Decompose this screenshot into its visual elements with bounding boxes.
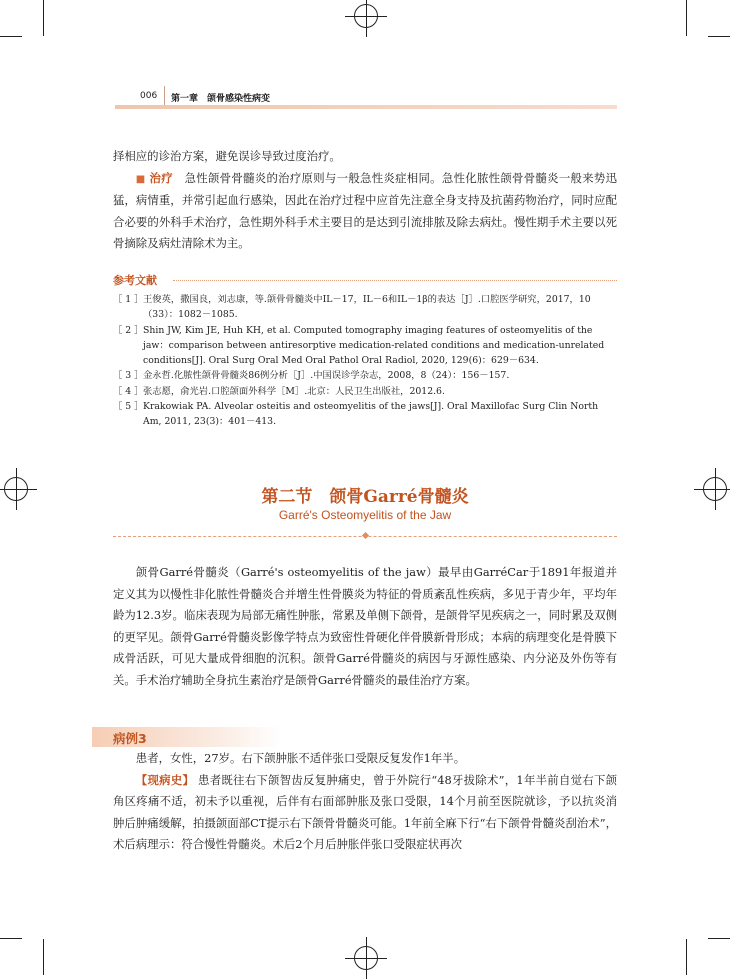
reference-item [113, 399, 617, 430]
reference-item [113, 292, 617, 323]
references-title: 参考文献 [113, 272, 161, 288]
crop-mark [43, 939, 44, 975]
reference-item [113, 384, 617, 399]
crop-mark [43, 0, 44, 36]
case-tag [92, 727, 282, 747]
reference-text: 王俊英，撒国良，刘志康，等.颌骨骨髓炎中IL－17，IL－6和IL－1β的表达［J］.口腔医学研究，2017，10（33）：1082－1085. [143, 294, 591, 321]
reference-number: ［ 2 ］ [113, 324, 144, 336]
reference-number: ［ 1 ］ [113, 294, 144, 305]
crop-mark [0, 36, 22, 37]
reference-text: 金永哲.化脓性颌骨骨髓炎86例分析［J］.中国误诊学杂志，2008，8（24）：156－157. [143, 370, 510, 382]
reference-item [113, 323, 617, 369]
crop-mark [708, 938, 730, 939]
history-paragraph [113, 770, 617, 856]
reference-number: ［ 5 ］ [113, 401, 144, 413]
registration-mark-icon [354, 4, 378, 28]
running-head [115, 86, 617, 108]
reference-text: Shin JW, Kim JE, Huh KH, et al. Computed tomography imaging features of osteomyelitis of the jaw：comparison between antiresorptive medication-related conditions and medication-unrelated conditions[J]. Oral Surg Oral Med Oral Pathol Oral Radiol, 2020, 129(6)：629－634. [143, 324, 605, 367]
header-separator [164, 86, 165, 106]
references-heading [113, 272, 617, 288]
header-bar [115, 105, 617, 109]
diamond-ornament-icon [362, 532, 369, 539]
section-paragraph: 颌骨Garré骨髓炎（Garré's osteomyelitis of the jaw）最早由GarréCar于1891年报道并定义其为以慢性非化脓性骨髓炎合并增生性骨膜炎为特征的骨质紊乱性疾病，多见于青少年，平均年龄为12.3岁。临床表现为局部无痛性肿胀，常累及单侧下颌骨，是颌骨罕见疾病之一，同时累及双侧的更罕见。颌骨Garré骨髓炎影像学特点为致密性骨硬化伴骨膜新骨形成；本病的病理变化是骨膜下成骨活跃，可见大量成骨细胞的沉积。颌骨Garré骨髓炎的病因与牙源性感染、内分泌及外伤等有关。手术治疗辅助全身抗生素治疗是颌骨Garré骨髓炎的最佳治疗方案。 [113, 565, 617, 687]
history-label: 【现病史】 [135, 772, 195, 787]
crop-mark [686, 939, 687, 975]
dotted-rule [173, 280, 617, 281]
intro-text [113, 146, 617, 255]
crop-mark [708, 36, 730, 37]
reference-item [113, 368, 617, 383]
case-summary: 患者，女性，27岁。右下颌肿胀不适伴张口受限反复发作1年半。 [135, 751, 466, 765]
reference-list [113, 292, 617, 430]
crop-mark [0, 938, 22, 939]
section-body [113, 562, 617, 691]
history-text: 患者既往右下颌智齿反复肿痛史，曾于外院行“48牙拔除术”，1年半前自觉右下颌角区疼痛不适，初未予以重视，后伴有右面部肿胀及张口受限，14个月前至医院就诊，予以抗炎消肿后肿痛缓解，拍摄颌面部CT提示右下颌骨骨髓炎可能。1年前全麻下行“右下颌骨骨髓炎刮治术”，术后病理示：符合慢性骨髓炎。术后2个月后肿胀伴张口受限症状再次 [113, 772, 617, 851]
crop-mark [686, 0, 687, 36]
case-body [113, 748, 617, 856]
case-title: 病例3 [113, 731, 147, 746]
registration-mark-icon [354, 946, 378, 970]
section-title: 第二节 颌骨Garré骨髓炎 [261, 487, 469, 507]
reference-text: Krakowiak PA. Alveolar osteitis and osteomyelitis of the jaws[J]. Oral Maxillofac Surg Clin North Am, 2011, 23(3)：401－413. [143, 401, 599, 428]
treatment-label: 治疗 [149, 170, 173, 185]
intro-line: 择相应的诊治方案，避免误诊导致过度治疗。 [113, 149, 341, 163]
reference-number: ［ 4 ］ [113, 385, 144, 397]
section-subtitle: Garré's Osteomyelitis of the Jaw [278, 508, 452, 522]
reference-text: 张志愿，俞光岩.口腔颌面外科学［M］.北京：人民卫生出版社，2012.6. [143, 385, 445, 397]
square-bullet-icon: ■ [135, 173, 146, 185]
treatment-paragraph [113, 168, 617, 255]
page-number: 006 [140, 91, 158, 101]
chapter-title: 第一章 颌骨感染性病变 [171, 94, 271, 104]
treatment-text: 急性颌骨骨髓炎的治疗原则与一般急性炎症相同。急性化脓性颌骨骨髓炎一般来势迅猛，病情重，并常引起血行感染，因此在治疗过程中应首先注意全身支持及抗菌药物治疗，同时应配合必要的外科手术治疗，急性期外科手术主要目的是达到引流排脓及除去病灶。慢性期手术主要以死骨摘除及病灶清除术为主。 [113, 170, 617, 250]
reference-number: ［ 3 ］ [113, 370, 144, 382]
